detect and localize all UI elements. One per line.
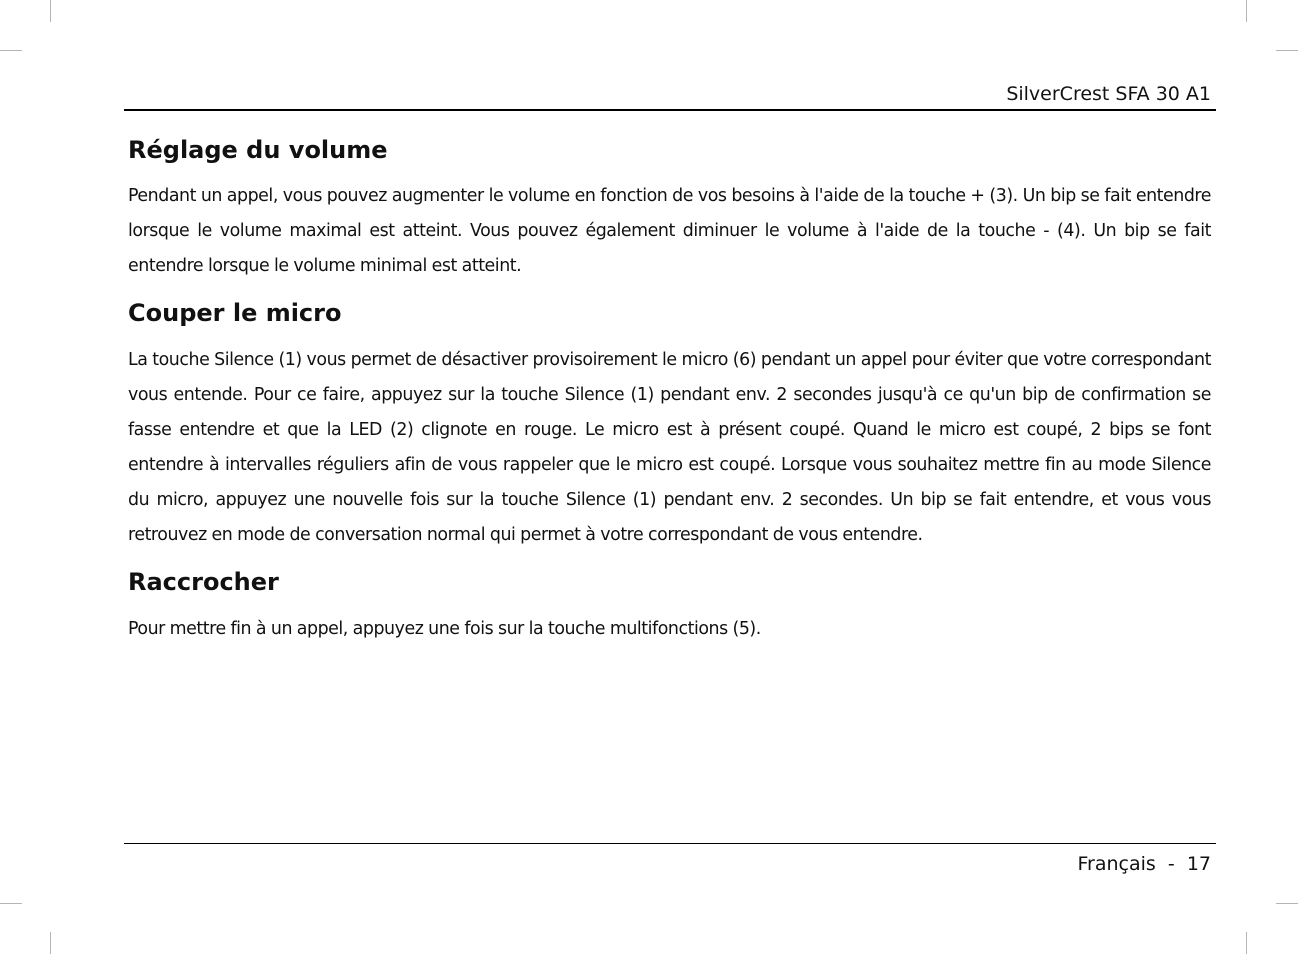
crop-mark-bottom-left-vertical [50,932,51,954]
crop-mark-top-right-horizontal [1276,50,1298,51]
running-header: SilverCrest SFA 30 A1 [1006,83,1211,105]
paragraph-mute-micro: La touche Silence (1) vous permet de désactiver provisoirement le micro (6) pendant un appel pour éviter que votre correspondant vous entende. Pour ce faire, appuyez sur la touche Silence (1) pendant env. 2 secondes jusqu'à ce qu'un bip de confirmation se fasse entendre et que la LED (2) clignote en rouge. Le micro est à présent coupé. Quand le micro est coupé, 2 bips se font entendre à intervalles réguliers afin de vous rappeler que le micro est coupé. Lorsque vous souhaitez mettre fin au mode Silence du micro, appuyez une nouvelle fois sur la touche Silence (1) pendant env. 2 secondes. Un bip se fait entendre, et vous vous retrouvez en mode de conversation normal qui permet à votre correspondant de vous entendre. [128,350,1211,545]
page-body [128,132,1211,647]
crop-mark-bottom-left-horizontal [0,903,22,904]
footer-rule [124,843,1216,844]
footer-language: Français [1077,853,1156,875]
crop-mark-top-left-horizontal [0,50,22,51]
crop-mark-bottom-right-vertical [1246,932,1247,954]
footer-separator: - [1155,853,1187,875]
paragraph-volume: Pendant un appel, vous pouvez augmenter le volume en fonction de vos besoins à l'aide de la touche + (3). Un bip se fait entendre lorsque le volume maximal est atteint. Vous pouvez également diminuer le volume à l'aide de la touche - (4). Un bip se fait entendre lorsque le volume minimal est atteint. [128,186,1211,276]
header-rule [124,109,1216,111]
page-footer [1077,852,1211,876]
heading-volume: Réglage du volume [128,136,388,164]
crop-mark-top-left-vertical [50,0,51,22]
heading-hang-up: Raccrocher [128,568,279,596]
page-number: 17 [1186,853,1211,875]
heading-mute-micro: Couper le micro [128,299,342,327]
crop-mark-bottom-right-horizontal [1276,903,1298,904]
paragraph-hang-up: Pour mettre fin à un appel, appuyez une fois sur la touche multifonctions (5). [128,619,761,639]
crop-mark-top-right-vertical [1246,0,1247,22]
